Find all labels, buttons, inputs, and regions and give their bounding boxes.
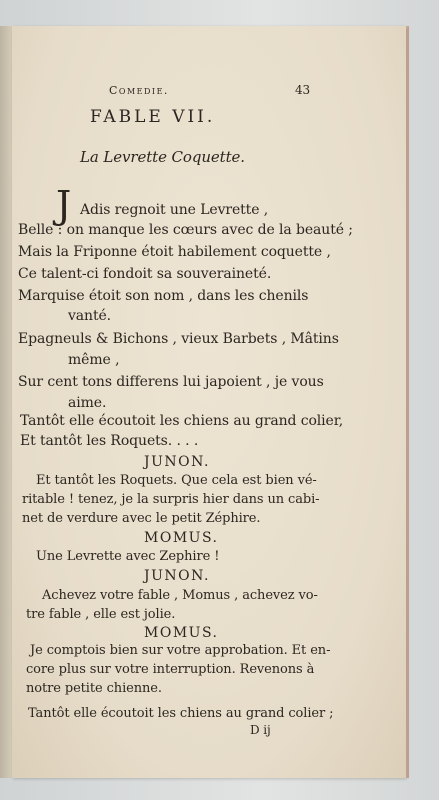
poem-line: Marquise étoit son nom , dans les chenils bbox=[18, 288, 309, 304]
fable-title: FABLE VII. bbox=[90, 107, 216, 127]
poem-line: Epagneuls & Bichons , vieux Barbets , Mâtins bbox=[18, 331, 339, 347]
poem-line: Sur cent tons differens lui japoient , je vous bbox=[18, 374, 324, 390]
poem-line: même , bbox=[68, 352, 120, 368]
signature-mark: D ij bbox=[250, 723, 271, 737]
poem-line: Ce talent-ci fondoit sa souveraineté. bbox=[18, 266, 272, 282]
closing-line: Tantôt elle écoutoit les chiens au grand colier ; bbox=[28, 706, 334, 721]
dialogue-line: net de verdure avec le petit Zéphire. bbox=[22, 511, 261, 526]
speaker-name: JUNON. bbox=[144, 454, 210, 470]
dialogue-line: Achevez votre fable , Momus , achevez vo- bbox=[42, 588, 318, 603]
poem-line: Tantôt elle écoutoit les chiens au grand colier, bbox=[20, 413, 344, 429]
dialogue-line: core plus sur votre interruption. Revenons à bbox=[26, 662, 315, 677]
running-head: Comedie. bbox=[109, 84, 169, 97]
dialogue-line: Et tantôt les Roquets. Que cela est bien vé- bbox=[36, 473, 317, 488]
dialogue-line: ritable ! tenez, je la surpris hier dans un cabi- bbox=[22, 492, 320, 507]
drop-cap: J bbox=[56, 183, 72, 227]
poem-line: vanté. bbox=[68, 308, 112, 324]
speaker-name: MOMUS. bbox=[144, 625, 219, 641]
poem-line: Mais la Friponne étoit habilement coquette , bbox=[18, 244, 331, 260]
dialogue-line: Une Levrette avec Zephire ! bbox=[36, 549, 220, 564]
speaker-name: JUNON. bbox=[144, 568, 210, 584]
dialogue-line: Je comptois bien sur votre approbation. Et en- bbox=[30, 643, 331, 658]
dialogue-line: tre fable , elle est jolie. bbox=[26, 607, 176, 622]
poem-line: Belle : on manque les cœurs avec de la beauté ; bbox=[18, 222, 353, 238]
fable-subtitle: La Levrette Coquette. bbox=[80, 148, 245, 166]
poem-line: aime. bbox=[68, 395, 107, 411]
poem-line: Adis regnoit une Levrette , bbox=[80, 202, 269, 218]
speaker-name: MOMUS. bbox=[144, 530, 219, 546]
poem-line: Et tantôt les Roquets. . . . bbox=[20, 433, 199, 449]
book-page bbox=[12, 26, 406, 778]
dialogue-line: notre petite chienne. bbox=[26, 681, 162, 696]
page-number: 43 bbox=[295, 83, 311, 97]
